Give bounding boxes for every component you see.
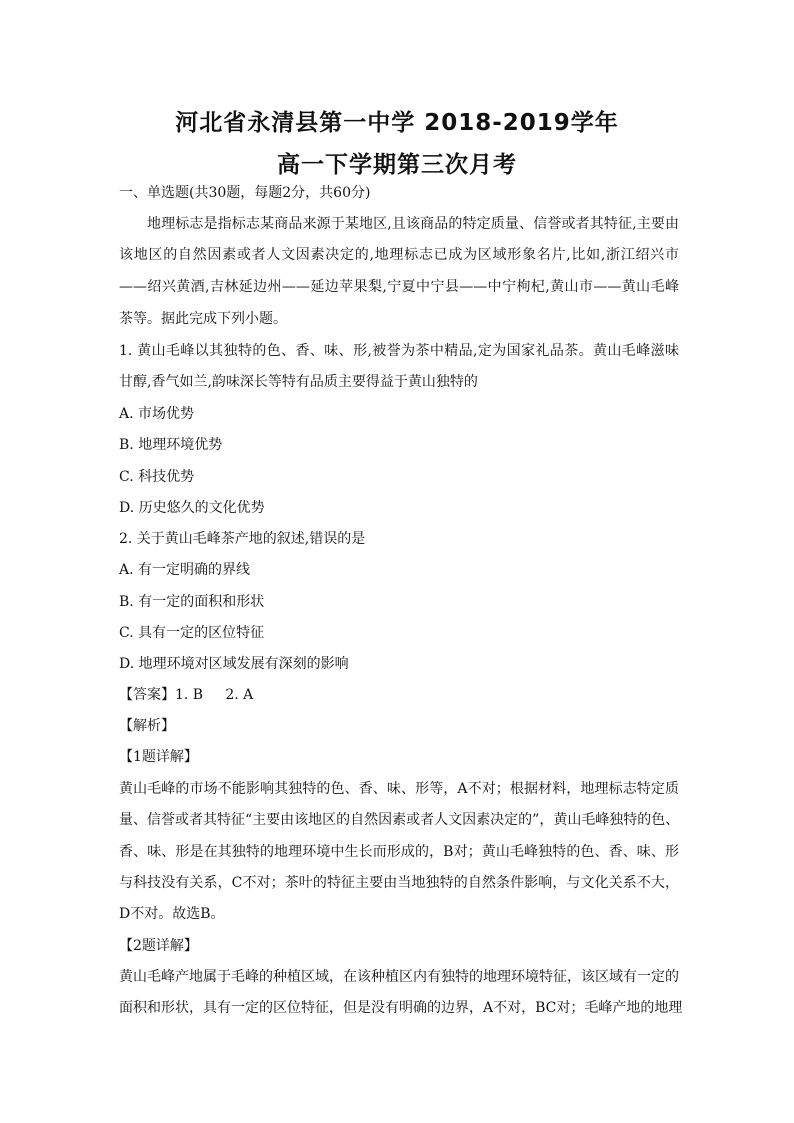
q1-option-a: A. 市场优势	[119, 406, 195, 422]
q1-option-b: B. 地理环境优势	[119, 437, 223, 453]
q1-stem-line-2: 甘醇,香气如兰,韵味深长等特有品质主要得益于黄山独特的	[119, 374, 478, 390]
answer-line: 【答案】1. B 2. A	[119, 687, 254, 703]
intro-line-2: 该地区的自然因素或者人文因素决定的,地理标志已成为区域形象名片,比如,浙江绍兴市	[119, 247, 679, 263]
q1-stem-line-1: 1. 黄山毛峰以其独特的色、香、味、形,被誉为茶中精品,定为国家礼品茶。黄山毛峰滋味	[119, 343, 679, 359]
intro-line-1: 地理标志是指标志某商品来源于某地区,且该商品的特定质量、信誉或者其特征,主要由	[147, 216, 679, 232]
q2-option-c: C. 具有一定的区位特征	[119, 625, 265, 641]
analysis-heading: 【解析】	[119, 718, 175, 734]
q1-detail-line-4: 与科技没有关系，C不对；茶叶的特征主要由当地独特的自然条件影响，与文化关系不大，	[119, 875, 679, 891]
q1-detail-heading: 【1题详解】	[119, 749, 198, 765]
q1-detail-line-3: 香、味、形是在其独特的地理环境中生长而形成的，B对；黄山毛峰独特的色、香、味、形	[119, 844, 679, 860]
q2-stem: 2. 关于黄山毛峰茶产地的叙述,错误的是	[119, 531, 366, 547]
q1-option-c: C. 科技优势	[119, 469, 195, 485]
q2-detail-line-1: 黄山毛峰产地属于毛峰的种植区域，在该种植区内有独特的地理环境特征，该区域有一定的	[119, 969, 679, 985]
q2-option-d: D. 地理环境对区域发展有深刻的影响	[119, 656, 349, 672]
document-title-line-1: 河北省永清县第一中学 2018-2019学年	[175, 110, 619, 136]
q2-option-a: A. 有一定明确的界线	[119, 562, 251, 578]
q2-detail-line-2: 面积和形状，具有一定的区位特征，但是没有明确的边界，A不对，BC对；毛峰产地的地理	[119, 1000, 683, 1016]
q1-detail-line-5: D不对。故选B。	[119, 906, 225, 922]
q1-option-d: D. 历史悠久的文化优势	[119, 500, 265, 516]
q2-detail-heading: 【2题详解】	[119, 938, 198, 954]
q1-detail-line-2: 量、信誉或者其特征“主要由该地区的自然因素或者人文因素决定的”，黄山毛峰独特的色、	[119, 812, 680, 828]
intro-line-3: ——绍兴黄酒,吉林延边州——延边苹果梨,宁夏中宁县——中宁枸杞,黄山市——黄山毛峰	[119, 279, 679, 295]
document-title-line-2: 高一下学期第三次月考	[277, 152, 517, 178]
q2-option-b: B. 有一定的面积和形状	[119, 594, 265, 610]
intro-line-4: 茶等。据此完成下列小题。	[119, 311, 287, 327]
section-heading: 一、单选题(共30题，每题2分，共60分)	[119, 185, 371, 201]
q1-detail-line-1: 黄山毛峰的市场不能影响其独特的色、香、味、形等，A不对；根据材料，地理标志特定质	[119, 781, 679, 797]
